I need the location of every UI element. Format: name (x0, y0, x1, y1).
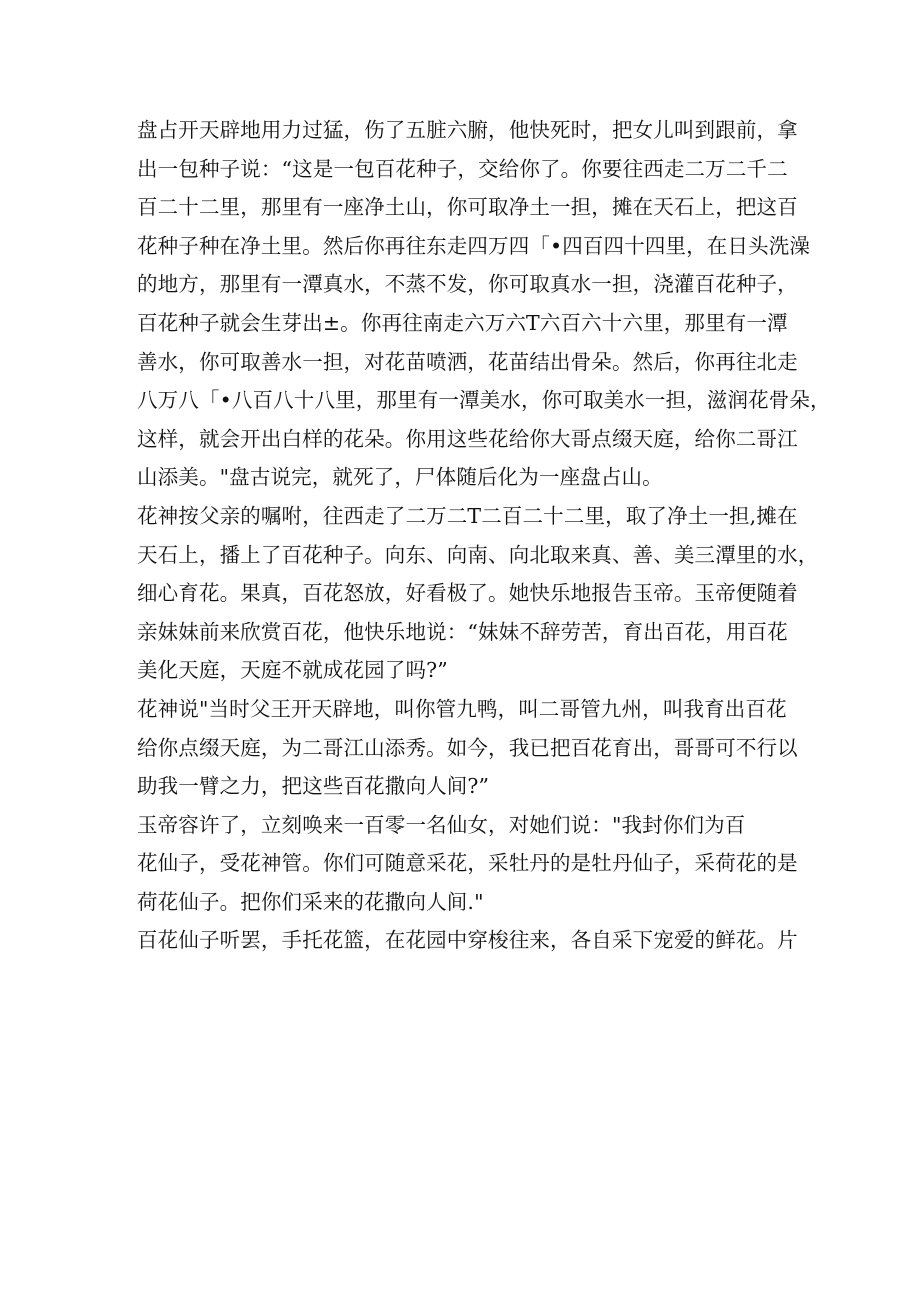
text-line: 这样，就会开出白样的花朵。你用这些花给你大哥点缀天庭，给你二哥江 (137, 426, 798, 451)
text-line: 花神按父亲的嘱咐，往西走了二万二T二百二十二里，取了净土一担,摊在 (137, 503, 798, 528)
text-line: 细心育花。果真，百花怒放，好看极了。她快乐地报告玉帝。玉帝便随着 (137, 581, 798, 606)
text-line: 荷花仙子。把你们采来的花撒向人间." (137, 889, 484, 914)
text-line: 助我一臂之力，把这些百花撒向人间?” (137, 774, 490, 799)
text-line: 的地方，那里有一潭真水，不蒸不发，你可取真水一担，浇灌百花种子， (137, 272, 798, 297)
text-line: 美化天庭，天庭不就成花园了吗?” (137, 658, 448, 683)
text-line: 八万八「•八百八十八里，那里有一潭美水，你可取美水一担，滋润花骨朵， (137, 388, 831, 413)
text-line: 亲妹妹前来欣赏百花，他快乐地说：“妹妹不辞劳苦，育出百花，用百花 (137, 619, 788, 644)
text-line: 花种子种在净土里。然后你再往东走四万四「•四百四十四里，在日头洗澡 (137, 233, 811, 258)
text-line: 玉帝容许了，立刻唤来一百零一名仙女，对她们说："我封你们为百 (137, 812, 746, 837)
text-line: 花神说"当时父王开天辟地，叫你管九鸭，叫二哥管九州，叫我育出百花 (137, 696, 787, 721)
text-line: 花仙子，受花神管。你们可随意采花，采牡丹的是牡丹仙子，采荷花的是 (137, 851, 798, 876)
text-line: 出一包种子说：“这是一包百花种子，交给你了。你要往西走二万二千二 (137, 156, 788, 181)
text-line: 百花仙子听罢，手托花篮，在花园中穿梭往来，各自采下宠爱的鲜花。片 (137, 928, 798, 953)
text-line: 天石上，播上了百花种子。向东、向南、向北取来真、善、美三潭里的水， (137, 542, 819, 567)
text-line: 盘占开天辟地用力过猛，伤了五脏六腑，他快死时，把女儿叫到跟前，拿 (137, 118, 798, 142)
text-line: 给你点缀天庭，为二哥江山添秀。如今，我已把百花育出，哥哥可不行以 (137, 735, 798, 760)
text-line: 山添美。"盘古说完，就死了，尸体随后化为一座盘占山。 (137, 465, 663, 490)
text-line: 善水，你可取善水一担，对花苗喷洒，花苗结出骨朵。然后，你再往北走 (137, 349, 798, 374)
text-line: 百二十二里，那里有一座净土山，你可取净土一担，摊在天石上，把这百 (137, 195, 798, 220)
text-line: 百花种子就会生芽出±。你再往南走六万六T六百六十六里，那里有一潭 (137, 310, 788, 335)
